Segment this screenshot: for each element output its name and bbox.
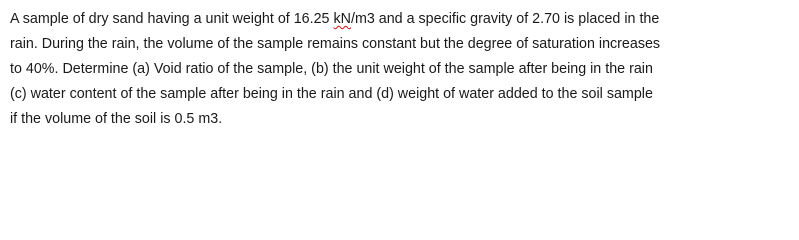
problem-line-3: to 40%. Determine (a) Void ratio of the sample, (b) the unit weight of the sample after being in the rain — [10, 61, 653, 77]
problem-line-5: if the volume of the soil is 0.5 m3. — [10, 111, 223, 127]
problem-line-1 — [10, 7, 798, 32]
line-1-text-after: /m3 and a specific gravity of 2.70 is placed in the — [350, 11, 660, 27]
problem-line-4: (c) water content of the sample after being in the rain and (d) weight of water added to the soil sample — [10, 86, 653, 102]
line-1-text-before: A sample of dry sand having a unit weight of 16.25 — [10, 11, 334, 27]
problem-line-2: rain. During the rain, the volume of the sample remains constant but the degree of saturation increases — [10, 36, 661, 52]
spellcheck-flagged-word[interactable]: kN — [333, 11, 351, 27]
problem-paragraph — [10, 7, 798, 132]
